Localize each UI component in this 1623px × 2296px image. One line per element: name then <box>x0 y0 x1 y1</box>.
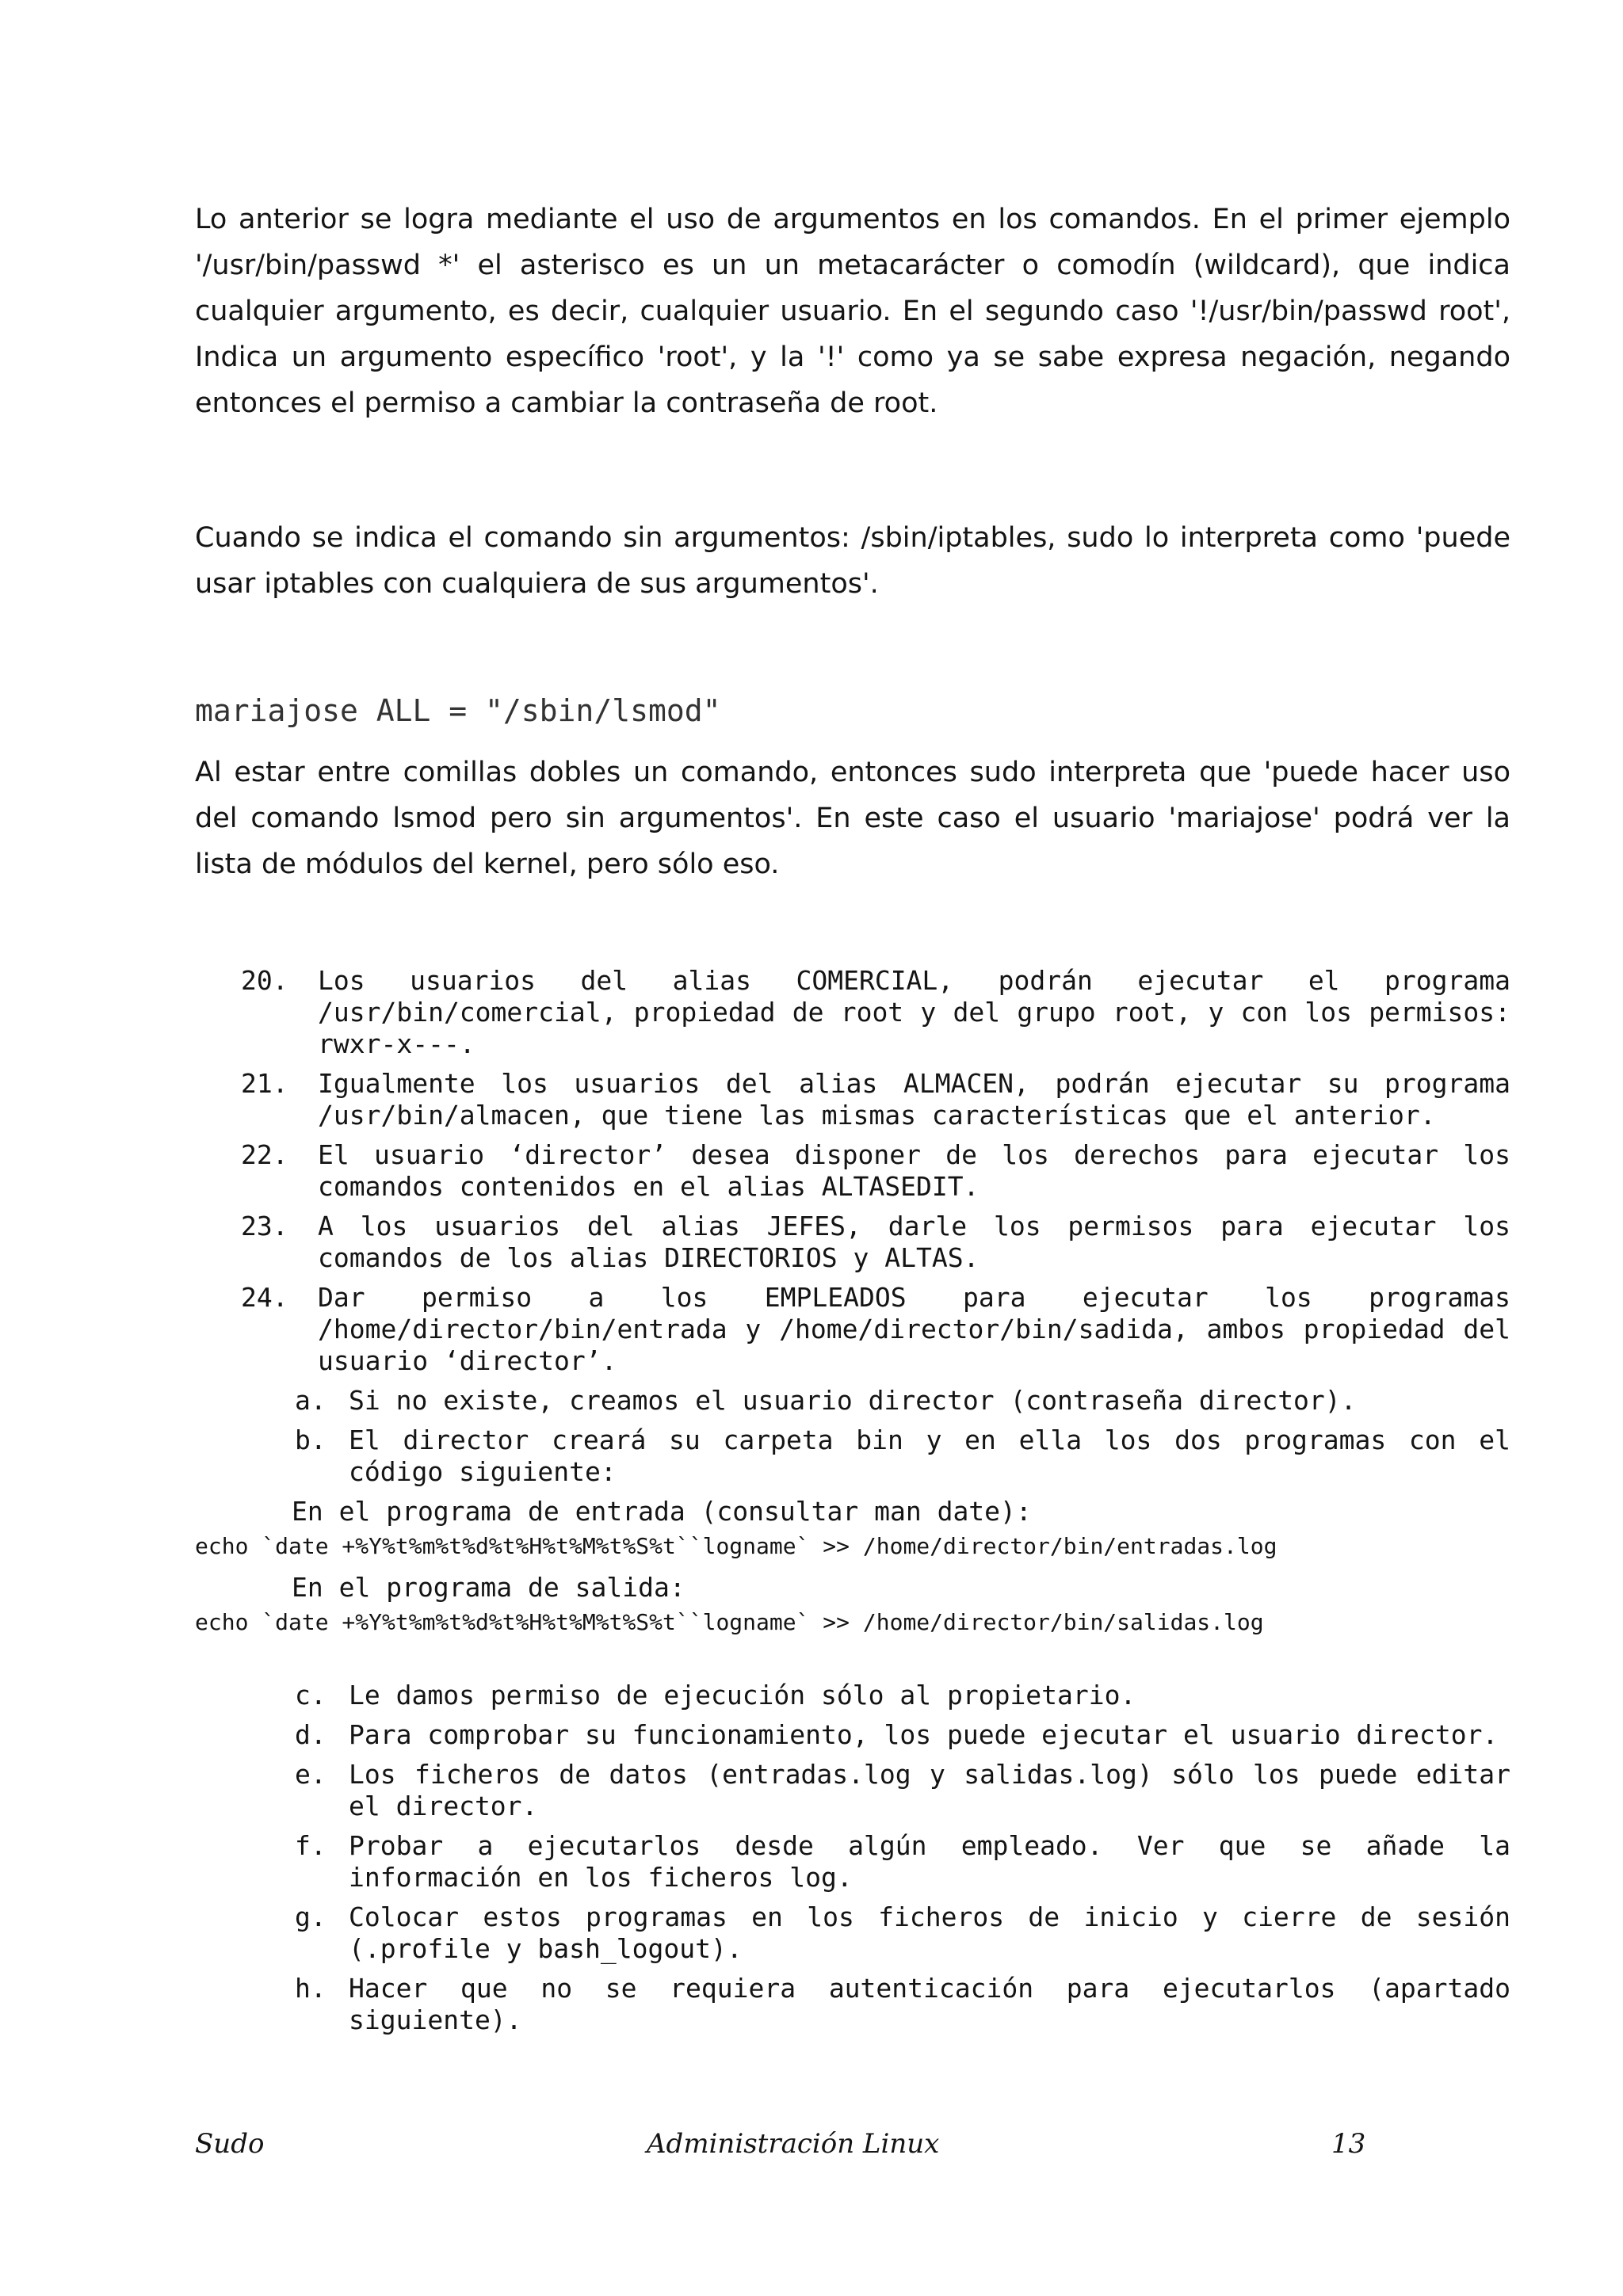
sub-list-letter: g. <box>295 1901 327 1932</box>
sub-list-second <box>195 1680 1510 2036</box>
sub-list-item <box>195 1385 1510 1417</box>
exercise-list <box>195 965 1510 1377</box>
list-item-text: Los usuarios del alias COMERCIAL, podrán ejecutar el programa /usr/bin/comercial, propiedad de root y del grupo root, y con los permisos: rwxr-x---. <box>318 965 1510 1059</box>
list-number: 23. <box>241 1211 288 1241</box>
sub-list-item <box>195 1901 1510 1965</box>
sub-list-item <box>195 1973 1510 2036</box>
page-footer <box>195 2128 1510 2168</box>
sub-list-letter: h. <box>295 1973 327 2004</box>
list-number: 22. <box>241 1139 288 1170</box>
sub-list-text: Para comprobar su funcionamiento, los puede ejecutar el usuario director. <box>349 1719 1499 1750</box>
entrada-label: En el programa de entrada (consultar man date): <box>292 1496 1032 1527</box>
list-number: 21. <box>241 1068 288 1099</box>
sub-list-text: Probar a ejecutarlos desde algún empleado. Ver que se añade la información en los ficheros log. <box>349 1830 1510 1893</box>
sub-list-text: Le damos permiso de ejecución sólo al propietario. <box>349 1680 1136 1711</box>
list-item <box>195 1139 1510 1203</box>
page-content <box>195 196 1510 2044</box>
sub-list-item <box>195 1425 1510 1488</box>
footer-section-title: Sudo <box>195 2128 265 2160</box>
sub-list-letter: a. <box>295 1385 327 1416</box>
list-number: 24. <box>241 1282 288 1313</box>
salida-command: echo `date +%Y%t%m%t%d%t%H%t%M%t%S%t``logname` >> /home/director/bin/salidas.log <box>195 1609 1264 1635</box>
list-item <box>195 965 1510 1060</box>
footer-page-number: 13 <box>1331 2128 1366 2160</box>
spacer <box>195 1648 1510 1680</box>
list-item-text: A los usuarios del alias JEFES, darle los permisos para ejecutar los comandos de los alias DIRECTORIOS y ALTAS. <box>318 1211 1510 1273</box>
sub-list-item <box>195 1759 1510 1822</box>
sub-list-item <box>195 1680 1510 1711</box>
sub-list-item <box>195 1830 1510 1894</box>
sub-list-first <box>195 1385 1510 1488</box>
list-item-text: El usuario ‘director’ desea disponer de los derechos para ejecutar los comandos contenidos en el alias ALTASEDIT. <box>318 1139 1510 1202</box>
sub-list-text: Hacer que no se requiera autenticación para ejecutarlos (apartado siguiente). <box>349 1973 1510 2035</box>
paragraph-arguments: Lo anterior se logra mediante el uso de argumentos en los comandos. En el primer ejemplo '/usr/bin/passwd *' el asterisco es un un metacarácter o comodín (wildcard), que indica cualquier argumento, es decir, cualquier usuario. En el segundo caso '!/usr/bin/passwd root', Indica un argumento específico 'root', y la '!' como ya se sabe expresa negación, negando entonces el permiso a cambiar la contraseña de root. <box>195 204 1510 419</box>
entrada-command: echo `date +%Y%t%m%t%d%t%H%t%M%t%S%t``logname` >> /home/director/bin/entradas.log <box>195 1533 1277 1559</box>
sub-list-letter: b. <box>295 1425 327 1455</box>
salida-label: En el programa de salida: <box>292 1572 685 1603</box>
sub-list-letter: d. <box>295 1719 327 1750</box>
sub-list-text: El director creará su carpeta bin y en ella los dos programas con el código siguiente: <box>349 1425 1510 1487</box>
code-example-lsmod: mariajose ALL = "/sbin/lsmod" <box>195 693 721 728</box>
sub-list-letter: c. <box>295 1680 327 1711</box>
footer-document-title: Administración Linux <box>647 2128 940 2160</box>
paragraph-double-quotes: Al estar entre comillas dobles un comando, entonces sudo interpreta que 'puede hacer uso del comando lsmod pero sin argumentos'. En este caso el usuario 'mariajose' podrá ver la lista de módulos del kernel, pero sólo eso. <box>195 757 1510 880</box>
list-item <box>195 1211 1510 1274</box>
sub-list-text: Los ficheros de datos (entradas.log y salidas.log) sólo los puede editar el director. <box>349 1759 1510 1821</box>
list-item <box>195 1068 1510 1131</box>
sub-list-text: Colocar estos programas en los ficheros de inicio y cierre de sesión (.profile y bash_logout). <box>349 1901 1510 1964</box>
sub-list-text: Si no existe, creamos el usuario director (contraseña director). <box>349 1385 1357 1416</box>
sub-list-letter: f. <box>295 1830 327 1861</box>
list-item <box>195 1282 1510 1377</box>
list-item-text: Dar permiso a los EMPLEADOS para ejecutar los programas /home/director/bin/entrada y /home/director/bin/sadida, ambos propiedad del usuario ‘director’. <box>318 1282 1510 1376</box>
sub-list-item <box>195 1719 1510 1751</box>
list-item-text: Igualmente los usuarios del alias ALMACEN, podrán ejecutar su programa /usr/bin/almacen, que tiene las mismas características que el anterior. <box>318 1068 1510 1131</box>
paragraph-no-arguments: Cuando se indica el comando sin argumentos: /sbin/iptables, sudo lo interpreta como 'puede usar iptables con cualquiera de sus argumentos'. <box>195 522 1510 600</box>
list-number: 20. <box>241 965 288 996</box>
sub-list-letter: e. <box>295 1759 327 1790</box>
